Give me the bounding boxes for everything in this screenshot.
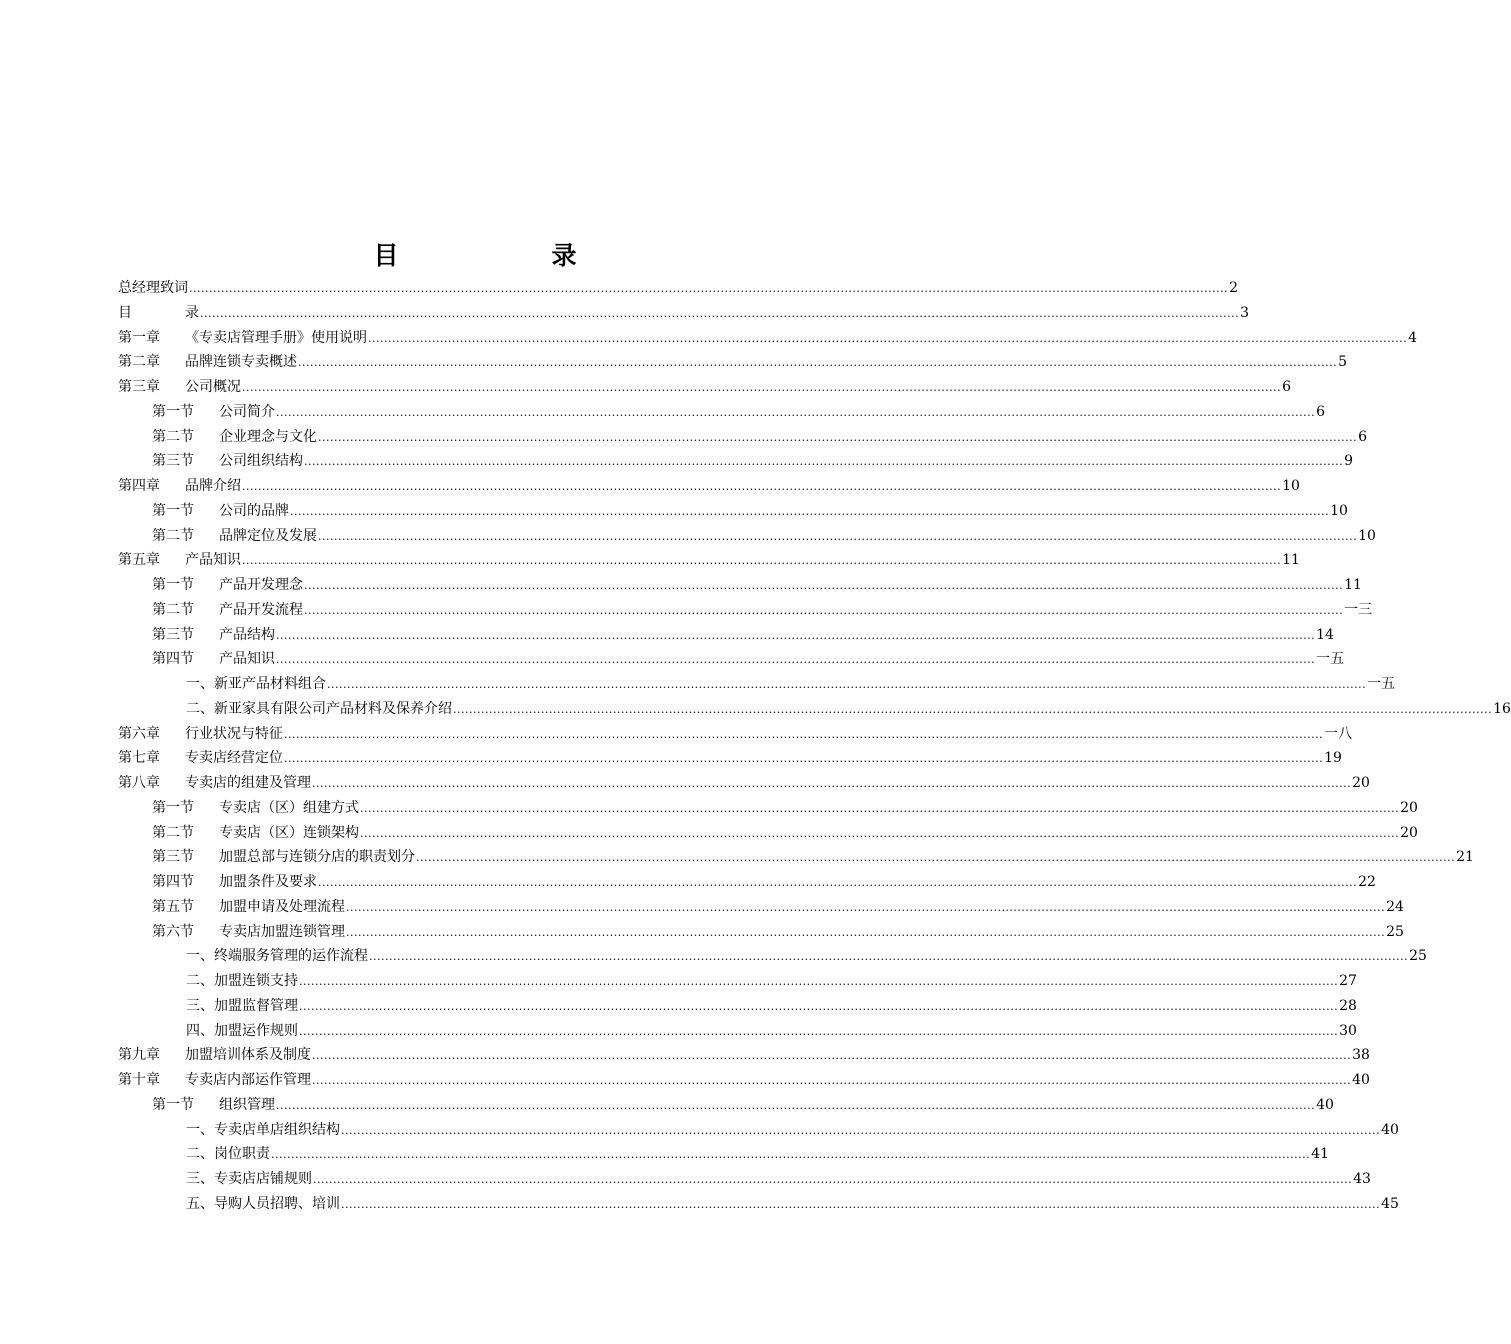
toc-entry[interactable] xyxy=(118,870,1376,895)
dot-leader: .................................................................................................................................................................................................................................................................... xyxy=(276,653,1316,667)
toc-entry-title: 产品开发流程 xyxy=(219,601,303,618)
toc-entry[interactable] xyxy=(118,895,1404,920)
toc-entry-title: 专卖店加盟连锁管理 xyxy=(219,923,345,940)
dot-leader: .................................................................................................................................................................................................................................................................... xyxy=(312,1049,1352,1063)
toc-entry-page-number: 6 xyxy=(1358,428,1368,445)
toc-entry-title: 公司组织结构 xyxy=(219,453,303,470)
toc-entry-title: 四、加盟运作规则 xyxy=(186,1022,298,1039)
toc-entry-page-number: 25 xyxy=(1409,948,1427,965)
toc-entry-label: 第四节 xyxy=(152,651,194,668)
dot-leader: .................................................................................................................................................................................................................................................................... xyxy=(304,603,1344,617)
toc-entry-label: 第一节 xyxy=(152,403,194,420)
toc-entry-title: 专卖店经营定位 xyxy=(185,750,283,767)
dot-leader: .................................................................................................................................................................................................................................................................... xyxy=(313,1173,1353,1186)
toc-entry[interactable] xyxy=(118,474,1300,499)
toc-entry[interactable] xyxy=(118,944,1427,969)
toc-entry-page-number: 10 xyxy=(1282,478,1300,494)
toc-entry-page-number: 20 xyxy=(1400,824,1418,841)
toc-entry-label: 第一节 xyxy=(152,799,194,816)
toc-entry-title: 一、新亚产品材料组合 xyxy=(186,676,326,692)
toc-entry[interactable] xyxy=(118,697,1511,722)
toc-entry-label: 第六章 xyxy=(118,725,160,742)
toc-entry-page-number: 10 xyxy=(1358,527,1376,544)
toc-entry-title: 品牌定位及发展 xyxy=(219,527,317,544)
toc-entry[interactable] xyxy=(118,623,1334,648)
toc-entry-label: 第五章 xyxy=(118,552,160,569)
toc-entry-title: 加盟培训体系及制度 xyxy=(185,1047,311,1064)
dot-leader: .................................................................................................................................................................................................................................................................... xyxy=(276,1098,1316,1112)
toc-entry-page-number: 11 xyxy=(1282,552,1300,569)
toc-entry-label: 第一节 xyxy=(152,502,194,519)
toc-entry-title: 产品知识 xyxy=(185,552,241,569)
toc-entry-label: 第五节 xyxy=(152,898,194,915)
toc-entry-title: 专卖店（区）组建方式 xyxy=(219,799,359,816)
toc-entry-page-number: 27 xyxy=(1339,973,1357,989)
toc-entry-page-number: 一五 xyxy=(1316,651,1345,668)
toc-entry[interactable] xyxy=(118,969,1357,994)
toc-entry-page-number: 一八 xyxy=(1324,725,1353,742)
toc-entry-title: 加盟申请及处理流程 xyxy=(219,898,345,915)
toc-entry-title: 专卖店的组建及管理 xyxy=(185,775,311,791)
toc-entry-title: 二、岗位职责 xyxy=(186,1146,270,1163)
toc-entry-page-number: 25 xyxy=(1386,923,1404,940)
dot-leader: .................................................................................................................................................................................................................................................................... xyxy=(369,950,1409,964)
dot-leader: .................................................................................................................................................................................................................................................................... xyxy=(284,752,1324,766)
toc-entry-title: 产品开发理念 xyxy=(219,577,303,593)
toc-entry-page-number: 40 xyxy=(1381,1121,1399,1138)
toc-entry-title: 产品结构 xyxy=(219,626,275,643)
toc-entry-label: 第七章 xyxy=(118,750,160,767)
dot-leader: .................................................................................................................................................................................................................................................................... xyxy=(360,801,1400,815)
toc-entry[interactable] xyxy=(118,1142,1329,1167)
dot-leader: .................................................................................................................................................................................................................................................................... xyxy=(304,455,1344,469)
toc-entry-page-number: 一五 xyxy=(1367,676,1396,692)
dot-leader: .................................................................................................................................................................................................................................................................... xyxy=(189,282,1229,295)
dot-leader: .................................................................................................................................................................................................................................................................... xyxy=(416,851,1456,865)
dot-leader: .................................................................................................................................................................................................................................................................... xyxy=(290,504,1330,518)
toc-entry-page-number: 一三 xyxy=(1344,601,1373,618)
toc-entry-title: 五、导购人员招聘、培训 xyxy=(186,1195,340,1212)
toc-entry[interactable] xyxy=(118,994,1357,1019)
toc-entry-page-number: 45 xyxy=(1381,1195,1399,1212)
toc-entry-page-number: 21 xyxy=(1456,849,1474,866)
toc-entry-label: 第二节 xyxy=(152,824,194,841)
toc-entry-title: 一、专卖店单店组织结构 xyxy=(186,1121,340,1138)
toc-entry-page-number: 30 xyxy=(1339,1022,1357,1039)
dot-leader: .................................................................................................................................................................................................................................................................... xyxy=(242,381,1282,394)
toc-entry-title: 组织管理 xyxy=(219,1096,275,1113)
toc-entry-page-number: 6 xyxy=(1316,403,1326,420)
toc-entry[interactable] xyxy=(118,524,1376,549)
toc-entry-title: 企业理念与文化 xyxy=(219,428,317,445)
toc-entry[interactable] xyxy=(118,548,1300,573)
toc-entry-label: 第二章 xyxy=(118,354,160,371)
dot-leader: .................................................................................................................................................................................................................................................................... xyxy=(368,331,1408,345)
dot-leader: .................................................................................................................................................................................................................................................................... xyxy=(271,1148,1311,1162)
toc-entry-page-number: 4 xyxy=(1408,329,1418,346)
toc-entry-title: 加盟总部与连锁分店的职责划分 xyxy=(219,849,415,866)
toc-entry-label: 第四章 xyxy=(118,478,160,494)
toc-entry[interactable] xyxy=(118,499,1348,524)
toc-entry-page-number: 38 xyxy=(1352,1047,1370,1064)
toc-entry-page-number: 19 xyxy=(1324,750,1342,767)
toc-entry[interactable] xyxy=(118,276,1239,301)
toc-entry[interactable] xyxy=(118,1019,1357,1044)
toc-entry-label: 第二节 xyxy=(152,428,194,445)
toc-entry-label: 目 xyxy=(118,304,132,321)
toc-entry-label: 第一章 xyxy=(118,329,160,346)
toc-entry[interactable] xyxy=(118,821,1418,846)
toc-entry[interactable] xyxy=(118,1192,1399,1217)
toc-entry-page-number: 40 xyxy=(1316,1096,1334,1113)
toc-entry[interactable] xyxy=(118,1068,1370,1093)
toc-entry-title: 品牌连锁专卖概述 xyxy=(185,354,297,371)
toc-entry[interactable] xyxy=(118,672,1396,697)
toc-entry-page-number: 28 xyxy=(1339,997,1357,1014)
toc-entry-page-number: 11 xyxy=(1344,577,1362,593)
dot-leader: .................................................................................................................................................................................................................................................................... xyxy=(299,999,1339,1013)
dot-leader: .................................................................................................................................................................................................................................................................... xyxy=(299,975,1339,988)
toc-entry-label: 第十章 xyxy=(118,1072,160,1088)
toc-entry-page-number: 40 xyxy=(1352,1072,1370,1088)
toc-entry-label: 第三节 xyxy=(152,849,194,866)
dot-leader: .................................................................................................................................................................................................................................................................... xyxy=(341,1123,1381,1137)
toc-entry-page-number: 22 xyxy=(1358,874,1376,890)
toc-entry-label: 第二节 xyxy=(152,527,194,544)
toc-title: 目 录 xyxy=(373,241,641,270)
dot-leader: .................................................................................................................................................................................................................................................................... xyxy=(346,900,1386,914)
toc-entry-label: 第三章 xyxy=(118,379,160,395)
toc-entry[interactable] xyxy=(118,400,1326,425)
toc-entry-title: 三、专卖店店铺规则 xyxy=(186,1171,312,1187)
dot-leader: .................................................................................................................................................................................................................................................................... xyxy=(312,1074,1352,1087)
toc-entry[interactable] xyxy=(118,425,1368,450)
toc-entry-page-number: 16 xyxy=(1493,700,1511,717)
table-of-contents xyxy=(118,276,1511,1217)
toc-entry-page-number: 20 xyxy=(1400,799,1418,816)
toc-entry[interactable] xyxy=(118,301,1250,326)
toc-entry-page-number: 3 xyxy=(1240,304,1250,321)
toc-entry-page-number: 24 xyxy=(1386,898,1404,915)
toc-entry[interactable] xyxy=(118,1093,1334,1118)
dot-leader: .................................................................................................................................................................................................................................................................... xyxy=(276,405,1316,419)
toc-entry-page-number: 2 xyxy=(1229,280,1239,296)
toc-entry-label: 第一节 xyxy=(152,1096,194,1113)
dot-leader: .................................................................................................................................................................................................................................................................... xyxy=(312,777,1352,790)
toc-entry[interactable] xyxy=(118,920,1404,945)
toc-entry-title: 公司简介 xyxy=(219,403,275,420)
toc-entry-title: 一、终端服务管理的运作流程 xyxy=(186,948,368,965)
toc-entry[interactable] xyxy=(118,647,1345,672)
toc-entry-label: 第一节 xyxy=(152,577,194,593)
toc-entry-label: 第三节 xyxy=(152,453,194,470)
toc-entry[interactable] xyxy=(118,1118,1399,1143)
toc-entry-label: 第八章 xyxy=(118,775,160,791)
toc-entry-page-number: 14 xyxy=(1316,626,1334,643)
toc-entry-title: 公司概况 xyxy=(185,379,241,395)
dot-leader: .................................................................................................................................................................................................................................................................... xyxy=(341,1197,1381,1211)
toc-entry-page-number: 20 xyxy=(1352,775,1370,791)
dot-leader: .................................................................................................................................................................................................................................................................... xyxy=(284,727,1324,741)
dot-leader: .................................................................................................................................................................................................................................................................... xyxy=(327,678,1367,691)
toc-entry[interactable] xyxy=(118,771,1370,796)
toc-entry[interactable] xyxy=(118,1043,1370,1068)
dot-leader: .................................................................................................................................................................................................................................................................... xyxy=(304,579,1344,592)
dot-leader: .................................................................................................................................................................................................................................................................... xyxy=(276,628,1316,642)
toc-entry-title: 专卖店内部运作管理 xyxy=(185,1072,311,1088)
toc-entry[interactable] xyxy=(118,375,1292,400)
dot-leader: .................................................................................................................................................................................................................................................................... xyxy=(200,306,1240,320)
toc-entry-label: 第九章 xyxy=(118,1047,160,1064)
dot-leader: .................................................................................................................................................................................................................................................................... xyxy=(360,826,1400,840)
toc-entry-label: 第四节 xyxy=(152,874,194,890)
toc-entry-page-number: 43 xyxy=(1353,1171,1371,1187)
toc-entry-label: 第二节 xyxy=(152,601,194,618)
toc-entry[interactable] xyxy=(118,573,1362,598)
toc-entry[interactable] xyxy=(118,350,1348,375)
toc-entry-title: 加盟条件及要求 xyxy=(219,874,317,890)
dot-leader: .................................................................................................................................................................................................................................................................... xyxy=(299,1024,1339,1038)
toc-entry-title: 行业状况与特征 xyxy=(185,725,283,742)
toc-entry-label: 第三节 xyxy=(152,626,194,643)
toc-entry-label: 第六节 xyxy=(152,923,194,940)
dot-leader: .................................................................................................................................................................................................................................................................... xyxy=(318,430,1358,444)
toc-entry[interactable] xyxy=(118,796,1418,821)
toc-entry-title: 二、新亚家具有限公司产品材料及保养介绍 xyxy=(186,700,452,717)
dot-leader: .................................................................................................................................................................................................................................................................... xyxy=(453,702,1493,716)
dot-leader: .................................................................................................................................................................................................................................................................... xyxy=(346,925,1386,939)
toc-entry-title: 公司的品牌 xyxy=(219,502,289,519)
toc-entry-page-number: 41 xyxy=(1311,1146,1329,1163)
toc-entry-title: 录 xyxy=(185,304,199,321)
toc-entry[interactable] xyxy=(118,598,1373,623)
toc-entry-page-number: 10 xyxy=(1330,502,1348,519)
dot-leader: .................................................................................................................................................................................................................................................................... xyxy=(242,480,1282,493)
toc-entry-title: 三、加盟监督管理 xyxy=(186,997,298,1014)
toc-entry-page-number: 5 xyxy=(1338,354,1348,371)
dot-leader: .................................................................................................................................................................................................................................................................... xyxy=(318,876,1358,889)
toc-entry[interactable] xyxy=(118,1167,1371,1192)
toc-entry-title: 《专卖店管理手册》使用说明 xyxy=(185,329,367,346)
toc-entry-page-number: 6 xyxy=(1282,379,1292,395)
dot-leader: .................................................................................................................................................................................................................................................................... xyxy=(318,529,1358,543)
toc-entry-title: 专卖店（区）连锁架构 xyxy=(219,824,359,841)
toc-entry-page-number: 9 xyxy=(1344,453,1354,470)
toc-entry-title: 二、加盟连锁支持 xyxy=(186,973,298,989)
toc-entry[interactable] xyxy=(118,746,1342,771)
toc-entry[interactable] xyxy=(118,722,1353,747)
toc-entry-title: 总经理致词 xyxy=(118,280,188,296)
toc-entry[interactable] xyxy=(118,449,1354,474)
toc-entry-title: 品牌介绍 xyxy=(185,478,241,494)
toc-entry[interactable] xyxy=(118,845,1474,870)
toc-entry[interactable] xyxy=(118,326,1418,351)
dot-leader: .................................................................................................................................................................................................................................................................... xyxy=(242,554,1282,568)
toc-entry-title: 产品知识 xyxy=(219,651,275,668)
dot-leader: .................................................................................................................................................................................................................................................................... xyxy=(298,356,1338,370)
